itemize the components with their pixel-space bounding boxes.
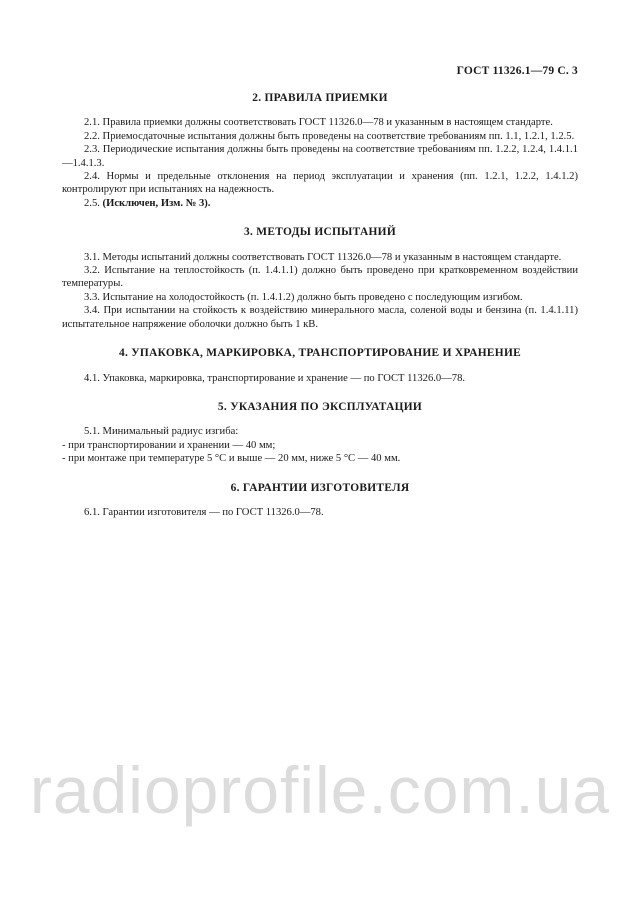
section-title: 2. ПРАВИЛА ПРИЕМКИ [252,92,388,104]
paragraph-3-3: 3.3. Испытание на холодостойкость (п. 1.4.1.2) должно быть проведено с последующим изгибом. [84,291,523,303]
paragraph-2-1: 2.1. Правила приемки должны соответствовать ГОСТ 11326.0—78 и указанным в настоящем стандарте. [84,117,553,129]
section-acceptance-rules [62,92,578,210]
section-title: 6. ГАРАНТИИ ИЗГОТОВИТЕЛЯ [230,481,410,494]
paragraph-2-5 [62,197,578,210]
section-manufacturer-warranty [62,482,578,520]
paragraph-3-2: 3.2. Испытание на теплостойкость (п. 1.4.1.1) должно быть проведено при кратковременном воздействии температуры. [62,265,578,290]
paragraph-6-1: 6.1. Гарантии изготовителя — по ГОСТ 11326.0—78. [84,506,324,518]
section-title: 3. МЕТОДЫ ИСПЫТАНИЙ [243,226,396,239]
paragraph-5-1: 5.1. Минимальный радиус изгиба: [84,426,239,438]
excluded-note: (Исключен, Изм. № 3). [102,197,211,209]
watermark-text: radioprofile.com.ua [29,753,611,827]
list-item: - при транспортировании и хранении — 40 мм; [62,439,276,451]
paragraph-number: 2.5. [84,197,103,209]
page-header-code: ГОСТ 11326.1—79 С. 3 [456,65,578,77]
list-item: - при монтаже при температуре 5 °С и выше — 20 мм, ниже 5 °С — 40 мм. [62,453,401,465]
document-body [62,92,578,535]
section-packaging [62,347,578,385]
paragraph-2-3: 2.3. Периодические испытания должны быть проведены на соответствие требованиям пп. 1.2.2, 1.2.4, 1.4.1.1—1.4.1.3. [62,144,578,169]
paragraph-3-4: 3.4. При испытании на стойкость к воздействию минерального масла, соленой воды и бензина (п. 1.4.1.11) испытательное напряжение оболочки должно быть 1 кВ. [62,305,578,330]
section-operation-instructions [62,401,578,466]
paragraph-2-2: 2.2. Приемосдаточные испытания должны быть проведены на соответствие требованиям пп. 1.1, 1.2.1, 1.2.5. [84,130,575,142]
section-title: 4. УПАКОВКА, МАРКИРОВКА, ТРАНСПОРТИРОВАНИЕ И ХРАНЕНИЕ [118,347,522,360]
paragraph-3-1: 3.1. Методы испытаний должны соответствовать ГОСТ 11326.0—78 и указанным в настоящем стандарте. [84,251,562,263]
section-title: 5. УКАЗАНИЯ ПО ЭКСПЛУАТАЦИИ [217,400,423,413]
paragraph-4-1: 4.1. Упаковка, маркировка, транспортирование и хранение — по ГОСТ 11326.0—78. [84,372,466,384]
paragraph-2-4: 2.4. Нормы и предельные отклонения на период эксплуатации и хранения (пп. 1.2.1, 1.2.2, 1.4.1.2) контролируют при испытаниях на надежность. [62,171,578,196]
section-test-methods [62,226,578,331]
